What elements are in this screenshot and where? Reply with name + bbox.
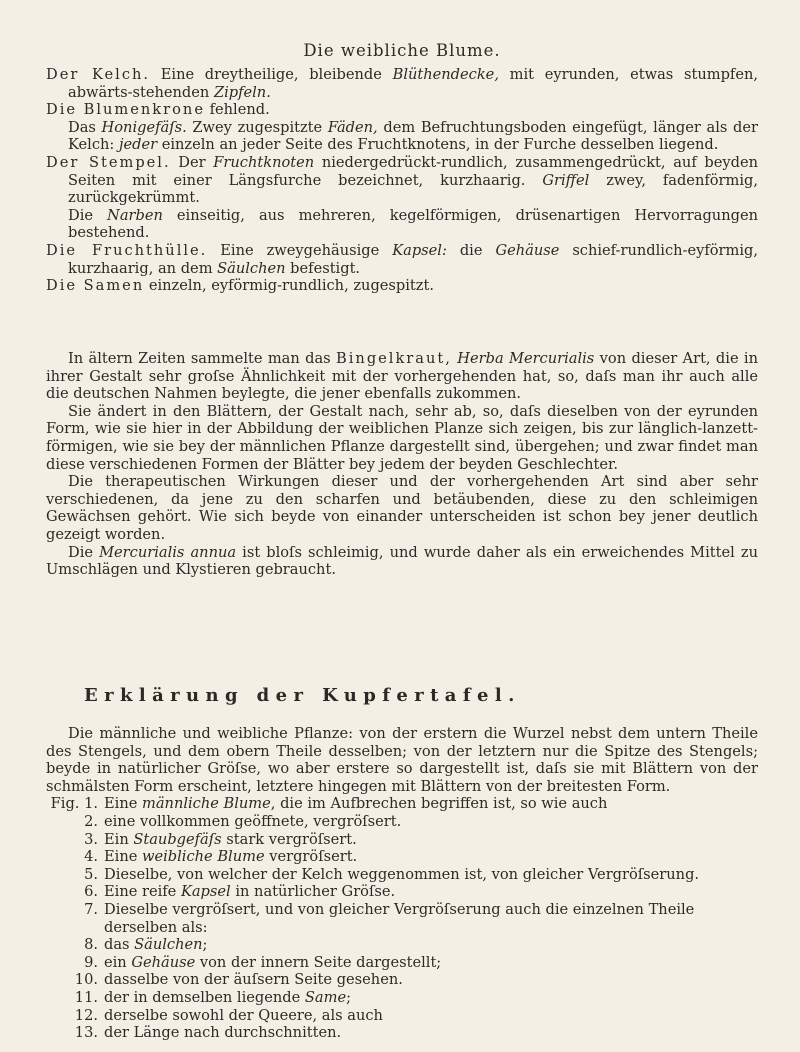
text: fehlend. [204, 101, 270, 119]
term: Gehäuse [495, 241, 560, 259]
latin-name: Herba Mercurialis [457, 350, 595, 367]
text: befestigt. [285, 259, 361, 277]
caption-text: eine vollkommen geöffnete, vergröſsert. [104, 812, 402, 830]
text: Die [68, 543, 100, 561]
caption-term: männliche Blume [142, 795, 271, 813]
figure-number: 2. [84, 812, 98, 830]
text: von dieser Art, die in ihrer Gestalt sehr groſse Ähnlichkeit mit der vorhergehenden hat, so, daſs man ihr auch alle die deutschen Nahmen beylegte, die jener ebenfalls zukommen. [46, 350, 758, 403]
caption-text: dasselbe von der äuſsern Seite gesehen. [104, 971, 403, 989]
figure-caption [104, 883, 758, 901]
history-section [46, 350, 758, 579]
text: Das [68, 118, 102, 136]
figure-caption [104, 831, 758, 849]
caption-text: von der innern Seite dargestellt; [195, 953, 442, 971]
figure-number: 5. [84, 865, 98, 883]
text: Eine zweygehäusige [207, 241, 393, 259]
figure-number: 3. [84, 830, 98, 848]
samen-label: Die Samen [46, 277, 145, 295]
caption-term: Staubgefäſs [133, 830, 222, 848]
figure-caption [104, 1007, 758, 1025]
figure-list [46, 795, 758, 1041]
figure-item [46, 1024, 758, 1042]
figure-number: 13. [74, 1024, 98, 1042]
figure-item [46, 831, 758, 849]
figure-number: 6. [84, 883, 98, 901]
therapy-paragraph: Die therapeutischen Wirkungen dieser und der vorhergehenden Art sind aber sehr verschiedenen, da jene zu den scharfen und betäubenden, diese zu den schleimigen Gewächsen gehört. Wie sich beyde von einander unterscheiden ist schon bey jener deutlich gezeigt worden. [46, 473, 758, 543]
caption-text: stark vergröſsert. [221, 830, 357, 848]
caption-text: Eine [104, 848, 142, 866]
text: niedergedrückt-rundlich, zusammengedrückt, auf beyden Seiten mit einer Längsfurche bezeichnet, kurzhaarig. [68, 153, 759, 189]
text: einzeln, eyförmig-rundlich, zugespitzt. [144, 277, 434, 295]
stempel-paragraph [46, 154, 758, 207]
plate-section [46, 725, 758, 1042]
figure-caption [104, 866, 758, 884]
kelch-label: Der Kelch. [46, 66, 151, 83]
kelch-paragraph [46, 66, 758, 101]
krone-paragraph [46, 101, 758, 119]
caption-text: Ein [104, 830, 134, 848]
plant-name: Bingelkraut, [336, 350, 452, 367]
figure-number: 8. [84, 936, 98, 954]
history-paragraph [46, 350, 758, 403]
figure-item [46, 866, 758, 884]
caption-term: weibliche Blume [142, 848, 265, 866]
plate-intro: Die männliche und weibliche Pflanze: von der erstern die Wurzel nebst dem untern Theile des Stengels, und dem obern Theile desselben; von der letztern nur die Spitze des Stengels; beyde in natürlicher Gröſse, wo aber erstere so dargestellt ist, daſs sie mit Blättern von der schmälsten Form erscheint, letztere hingegen mit Blättern von der breitesten Form. [46, 725, 758, 795]
term: Griffel [542, 171, 590, 189]
figure-item [46, 1007, 758, 1025]
caption-text: Eine [104, 795, 142, 813]
caption-text: in natürlicher Gröſse. [230, 883, 396, 901]
text: einzeln an jeder Seite des Fruchtknotens, in der Furche desselben liegend. [157, 136, 719, 154]
figure-caption [104, 1024, 758, 1042]
figure-caption [104, 936, 758, 954]
figure-caption [104, 848, 758, 866]
plate-heading: Erklärung der Kupfertafel. [84, 685, 521, 706]
figure-item [46, 883, 758, 901]
figure-item [46, 813, 758, 831]
figure-item [46, 795, 758, 813]
stempel-label: Der Stempel. [46, 153, 171, 171]
text: die [446, 241, 496, 259]
figure-number: 9. [84, 953, 98, 971]
variation-paragraph: Sie ändert in den Blättern, der Gestalt nach, sehr ab, so, daſs dieselben von der eyrunden Form, wie sie hier in der Abbildung der weiblichen Planze sich zeigen, bis zur länglich-lanzett-förmigen, wie sie bey der männlichen Pflanze dargestellt sind, übergehen; und zwar findet man diese verschiedenen Formen der Blätter bey jedem der beyden Geschlechter. [46, 402, 758, 473]
caption-text: der Länge nach durchschnitten. [104, 1024, 342, 1042]
krone-label: Die Blumenkrone [46, 101, 205, 119]
figure-caption [104, 795, 758, 813]
caption-text: das [104, 936, 135, 954]
figure-caption [104, 813, 758, 831]
caption-text: derselbe sowohl der Queere, als auch [104, 1006, 383, 1024]
term: Blüthendecke, [392, 66, 499, 83]
figure-caption [104, 971, 758, 989]
annua-paragraph [46, 544, 758, 579]
text: zwey, fadenförmig, zurückgekrümmt. [68, 171, 758, 207]
caption-text: Dieselbe vergröſsert, und von gleicher Vergröſserung auch die einzelnen Theile derselben als: [104, 900, 695, 936]
caption-text: der in demselben liegende [104, 988, 305, 1006]
samen-paragraph [46, 277, 758, 295]
figure-number: 4. [84, 848, 98, 866]
term: Fäden, [327, 118, 378, 136]
figure-item [46, 848, 758, 866]
figure-number: 11. [74, 988, 98, 1006]
caption-text: vergröſsert. [264, 848, 358, 866]
term: jeder [118, 136, 158, 154]
caption-term: Same [304, 988, 347, 1006]
term: Narben [107, 206, 163, 224]
latin-name: Mercurialis annua [99, 543, 237, 561]
frucht-paragraph [46, 242, 758, 277]
figure-item [46, 971, 758, 989]
narben-paragraph [46, 207, 758, 242]
caption-term: Säulchen [134, 936, 203, 954]
text: Der [170, 153, 214, 171]
term: Honigefäſs. [101, 118, 187, 136]
caption-term: Gehäuse [131, 953, 196, 971]
term: Kapsel: [392, 241, 447, 259]
description-section [46, 66, 758, 295]
caption-text: ein [104, 953, 132, 971]
figure-number: 10. [74, 971, 98, 989]
frucht-label: Die Fruchthülle. [46, 241, 208, 259]
term: Säulchen [217, 259, 286, 277]
text: Die [68, 206, 108, 224]
page-title: Die weibliche Blume. [303, 41, 501, 60]
honig-paragraph [46, 119, 758, 154]
text: ist bloſs schleimig, und wurde daher als ein erweichendes Mittel zu Umschlägen und Klystieren gebraucht. [46, 543, 758, 579]
figure-caption [104, 989, 758, 1007]
text: In ältern Zeiten sammelte man das [68, 350, 337, 367]
text: schief-rundlich-eyförmig, kurzhaarig, an dem [68, 241, 758, 277]
term: Zipfeln. [213, 83, 271, 101]
figure-item [46, 901, 758, 936]
text: Zwey zugespitzte [186, 118, 328, 136]
figure-caption [104, 901, 758, 936]
figure-number: Fig. 1. [50, 795, 98, 813]
text: dem Befruchtungsboden eingefügt, länger als der Kelch: [68, 118, 758, 154]
figure-item [46, 954, 758, 972]
text: einseitig, aus mehreren, kegelförmigen, drüsenartigen Hervorragungen bestehend. [68, 206, 758, 242]
caption-text: ; [202, 936, 208, 954]
caption-text: Dieselbe, von welcher der Kelch weggenommen ist, von gleicher Vergröſserung. [104, 865, 700, 883]
term: Fruchtknoten [213, 153, 315, 171]
caption-term: Kapsel [180, 883, 231, 901]
caption-text: Eine reife [104, 883, 181, 901]
figure-number: 12. [74, 1006, 98, 1024]
caption-text: , die im Aufbrechen begriffen ist, so wie auch [270, 795, 608, 813]
figure-number: 7. [84, 900, 98, 918]
figure-item [46, 989, 758, 1007]
figure-item [46, 936, 758, 954]
text: Eine dreytheilige, bleibende [150, 66, 393, 83]
figure-caption [104, 954, 758, 972]
caption-text: ; [346, 988, 352, 1006]
text: mit eyrunden, etwas stumpfen, abwärts-stehenden [68, 66, 758, 101]
